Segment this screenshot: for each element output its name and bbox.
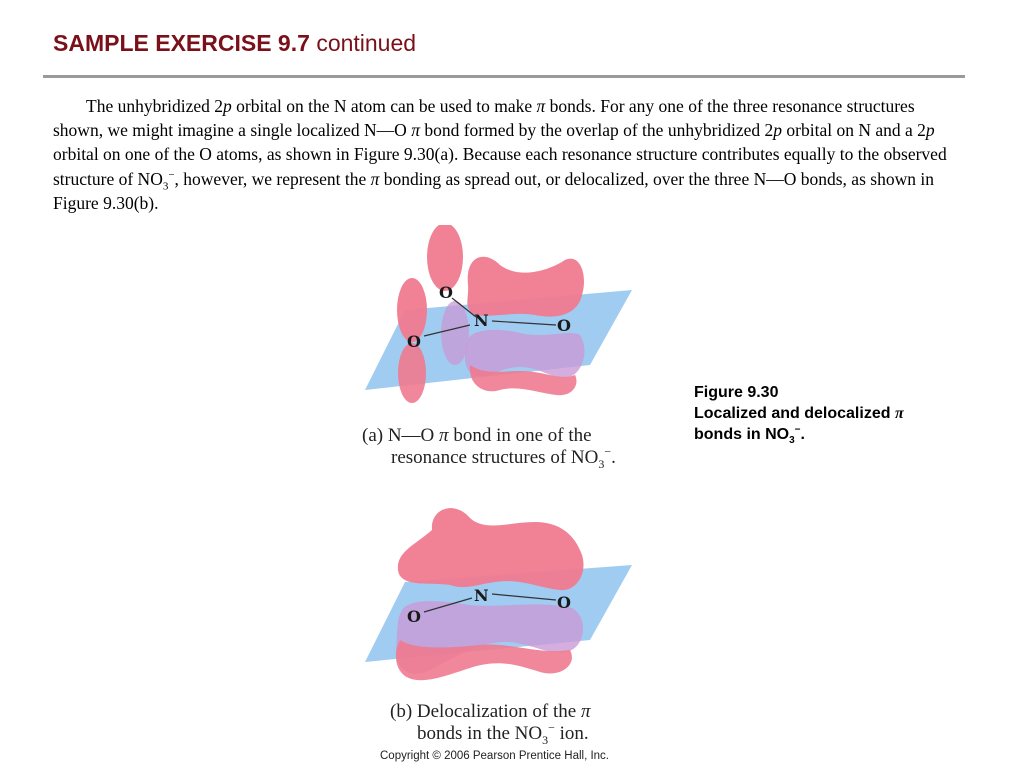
body-text: orbital on N and a 2 [782,120,926,141]
body-paragraph [53,94,968,215]
page-title [53,30,416,57]
subscript: 3 [598,456,605,471]
figure-caption [694,382,904,445]
title-continued: continued [316,30,417,56]
atom-o-right: O [557,316,571,335]
title-divider [43,75,965,78]
pi-symbol: π [580,701,591,722]
body-italic: p [773,120,783,141]
body-text: bonding as spread out, or delocalized, over the three N—O bonds, as shown in Figure 9.30(b). [53,168,934,213]
body-text: , however, we represent the [174,168,371,189]
caption-text: . [800,426,805,443]
atom-n: N [474,586,489,605]
pi-symbol: π [439,425,449,446]
subscript: 3 [162,180,169,193]
subscript: 3 [789,435,795,447]
caption-text: bonds in NO [694,426,790,443]
body-italic: p [223,96,232,116]
figure-a-localized-orbitals [360,225,650,410]
figure-number: Figure 9.30 [694,384,779,401]
caption-text: (a) N—O [362,425,440,446]
caption-text: Localized and delocalized [694,405,895,422]
superscript: − [548,720,555,735]
title-bold: SAMPLE EXERCISE 9.7 [53,30,310,56]
pi-bond-upper-lobe [467,257,584,317]
atom-n: N [474,311,489,330]
caption-text: . [611,447,616,468]
figure-a-caption [362,425,616,469]
figure-b-caption [390,701,591,745]
body-text: The unhybridized 2 [86,96,224,116]
atom-o-left: O [407,607,421,626]
caption-text: resonance structures of NO [391,447,599,468]
atom-o-right: O [557,593,571,612]
superscript: − [604,444,612,459]
p-orbital-lobe [427,225,463,291]
copyright-notice: Copyright © 2006 Pearson Prentice Hall, Inc. [380,750,610,762]
figure-title-line1 [694,403,904,424]
superscript: − [794,424,801,436]
body-text: bonds. For any one of the three resonance structures shown, we might imagine a single localized N—O [53,96,915,141]
pi-symbol: π [894,405,904,422]
figure-title-line2 [694,424,904,445]
pi-symbol: π [411,120,420,141]
caption-text: bond in one of the [448,425,592,446]
subscript: 3 [542,732,549,747]
caption-text: (b) Delocalization of the [390,701,581,722]
caption-text: bonds in the NO [417,723,543,744]
figure-b-delocalized-orbitals [360,500,650,685]
p-orbital-lobe [398,343,426,403]
body-italic: p [925,120,935,141]
p-orbital-lobe [441,301,469,365]
delocalized-upper-lobe [398,508,584,590]
body-text: bond formed by the overlap of the unhybridized 2 [419,120,774,141]
body-text: orbital on the N atom can be used to make [231,96,537,116]
atom-o-left: O [407,332,421,351]
pi-symbol: π [370,168,380,189]
pi-symbol: π [536,96,546,116]
atom-o-top: O [439,283,453,302]
superscript: − [168,168,175,181]
caption-text: ion. [554,723,589,744]
body-text: orbital on one of the O atoms, as shown in Figure 9.30(a). Because each resonance structure contributes equally to the observed structure of NO [53,144,947,189]
